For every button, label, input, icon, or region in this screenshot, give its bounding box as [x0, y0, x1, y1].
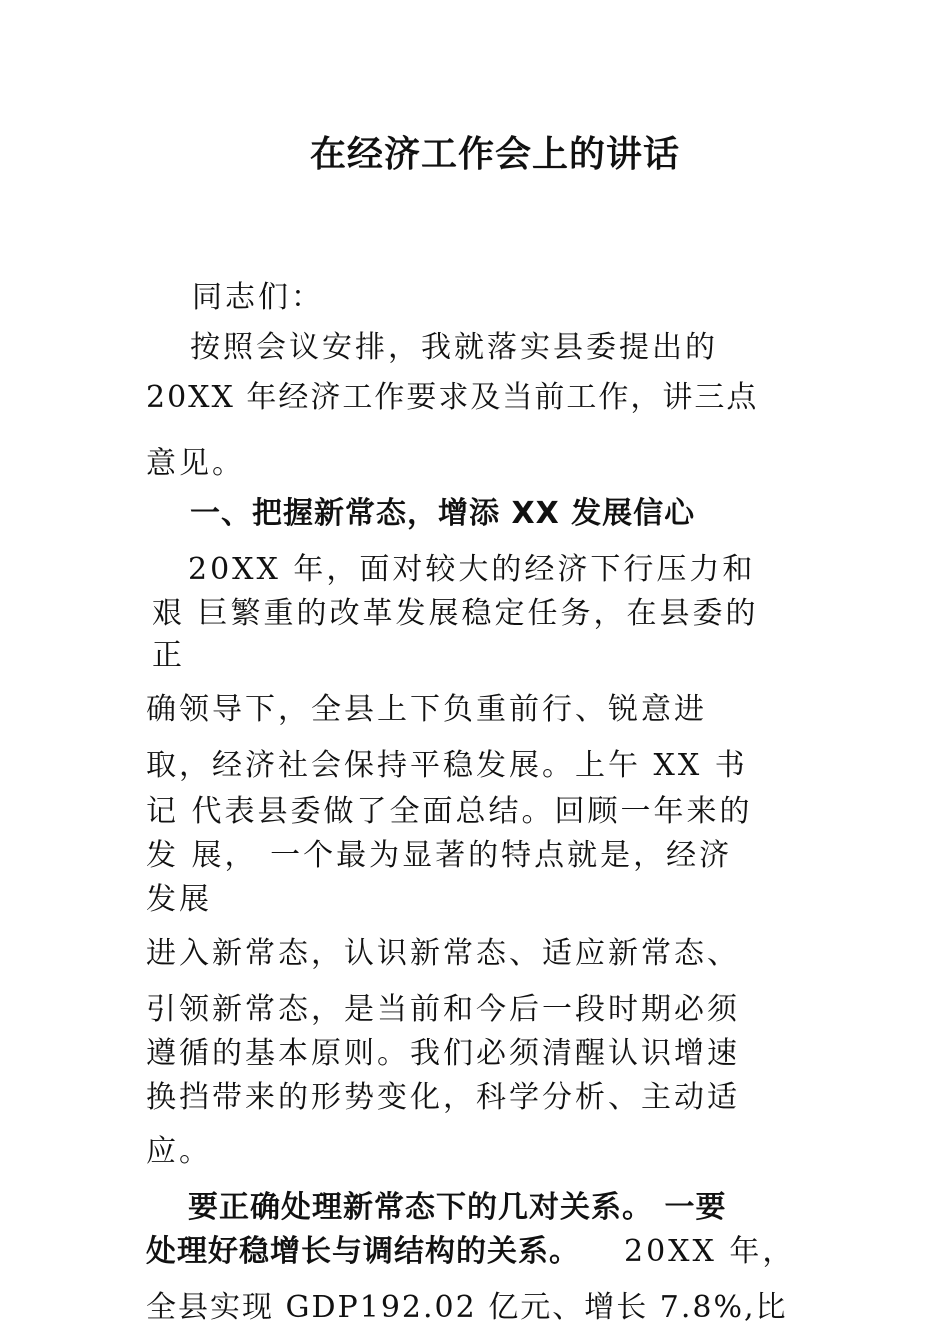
paragraph-line: 按照会议安排，我就落实县委提出的: [190, 330, 718, 365]
paragraph-line: 20XX 年经济工作要求及当前工作，讲三点: [146, 380, 759, 415]
paragraph-line: 意见。: [146, 446, 245, 481]
paragraph-line: 遵循的基本原则。我们必须清醒认识增速: [146, 1036, 740, 1071]
section-heading: 一、把握新常态，增添 XX 发展信心: [190, 496, 696, 531]
paragraph-line: 进入新常态，认识新常态、适应新常态、: [146, 936, 740, 971]
paragraph-line: 全县实现 GDP192.02 亿元、增长 7.8%,比: [146, 1290, 788, 1325]
paragraph-line: 记 代表县委做了全面总结。回顾一年来的: [146, 794, 753, 829]
paragraph-line: 取，经济社会保持平稳发展。上午 XX 书: [146, 748, 748, 783]
paragraph-line: 正: [152, 638, 185, 673]
document-title: 在经济工作会上的讲话: [309, 134, 680, 175]
emphasis-line: 要正确处理新常态下的几对关系。 一要: [188, 1190, 727, 1225]
salutation: 同志们：: [192, 280, 324, 315]
paragraph-line: 引领新常态，是当前和今后一段时期必须: [146, 992, 740, 1027]
paragraph-line: 换挡带来的形势变化，科学分析、主动适: [146, 1080, 740, 1115]
paragraph-line: 应。: [146, 1134, 212, 1169]
emphasis-line: 处理好稳增长与调结构的关系。: [146, 1234, 580, 1269]
paragraph-line: 艰 巨繁重的改革发展稳定任务，在县委的: [152, 596, 759, 631]
paragraph-line: 确领导下，全县上下负重前行、锐意进: [146, 692, 707, 727]
paragraph-line: 20XX 年，面对较大的经济下行压力和: [188, 552, 756, 587]
paragraph-line: 发展: [146, 882, 212, 917]
paragraph-line: 20XX 年，: [624, 1234, 796, 1269]
paragraph-line: 发 展， 一个最为显著的特点就是，经济: [146, 838, 733, 873]
